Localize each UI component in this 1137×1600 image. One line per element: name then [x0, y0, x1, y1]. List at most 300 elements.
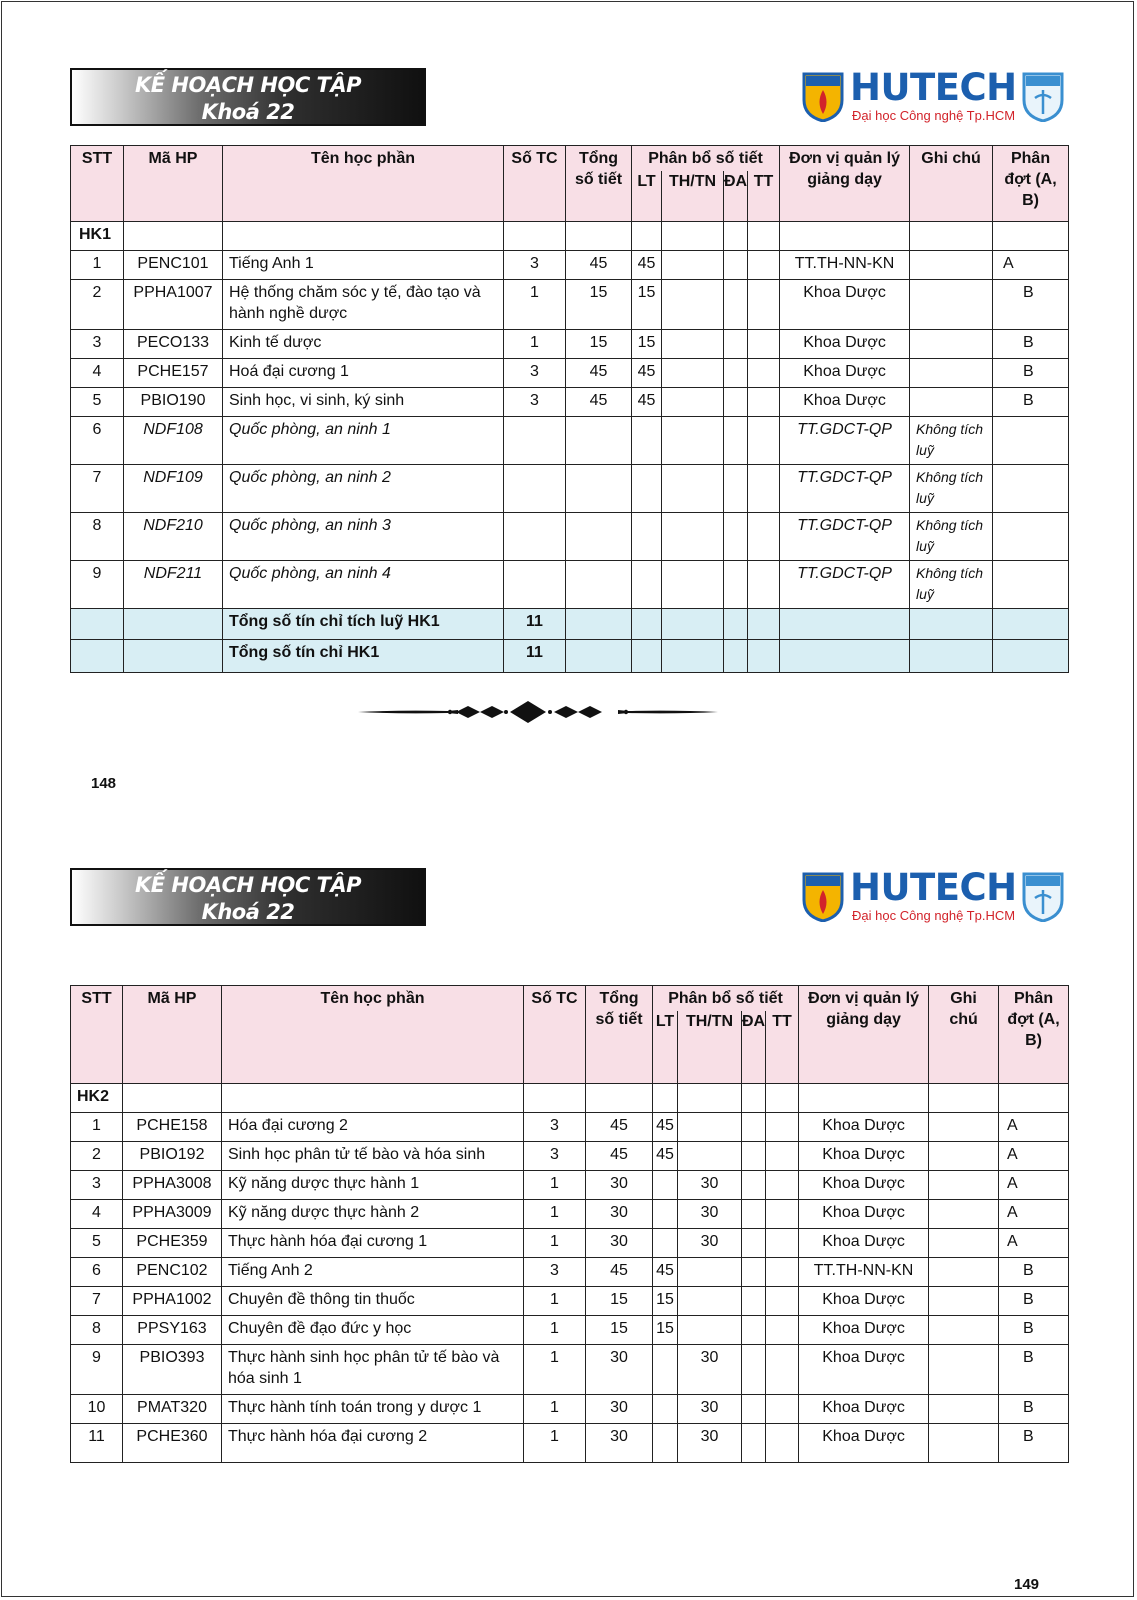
- cell-donvi: TT.GDCT-QP: [780, 512, 910, 560]
- cell-lt: [632, 560, 662, 608]
- cell-ma: PBIO192: [123, 1141, 222, 1170]
- table-row: [71, 1344, 1069, 1394]
- cell-tc: [504, 464, 566, 512]
- cell-ten: Hoá đại cương 1: [223, 358, 504, 387]
- total-empty-cell: [748, 639, 780, 672]
- cell-tong: 45: [566, 387, 632, 416]
- banner-subtitle: Khoá 22: [201, 900, 295, 924]
- cell-dot: B: [999, 1423, 1069, 1462]
- cell-donvi: Khoa Dược: [799, 1141, 929, 1170]
- cell-tong: 30: [586, 1228, 653, 1257]
- cell-dot: B: [993, 358, 1069, 387]
- cell-tc: [504, 512, 566, 560]
- cell-th: [678, 1315, 742, 1344]
- cell-ma: PBIO190: [124, 387, 223, 416]
- cell-ten: Tiếng Anh 2: [222, 1257, 524, 1286]
- cell-stt: 1: [71, 1112, 123, 1141]
- cell-stt: 5: [71, 1228, 123, 1257]
- cell-tt: [766, 1141, 799, 1170]
- cell-th: 30: [678, 1344, 742, 1394]
- total-row: [71, 639, 1069, 672]
- cell-ma: NDF108: [124, 416, 223, 464]
- cell-tong: 30: [586, 1423, 653, 1462]
- table-row: [71, 1112, 1069, 1141]
- header-ghi-chu: Ghi chú: [910, 146, 993, 222]
- cell-dot: A: [999, 1170, 1069, 1199]
- cell-ma: PPHA3009: [123, 1199, 222, 1228]
- header-ma-hp: Mã HP: [123, 986, 222, 1084]
- table-row: [71, 1170, 1069, 1199]
- cell-da: [742, 1228, 766, 1257]
- cell-ma: NDF210: [124, 512, 223, 560]
- cell-lt: [632, 416, 662, 464]
- cell-ma: PECO133: [124, 329, 223, 358]
- cell-tt: [766, 1199, 799, 1228]
- cell-tc: 3: [524, 1257, 586, 1286]
- cell-ma: NDF211: [124, 560, 223, 608]
- header-phan-dot: Phân đợt (A, B): [999, 986, 1069, 1084]
- university-shield-icon: [802, 872, 844, 922]
- cell-stt: 3: [71, 329, 124, 358]
- cell-da: [724, 512, 748, 560]
- cell-da: [742, 1286, 766, 1315]
- total-empty-cell: [662, 639, 724, 672]
- header-th-tn: TH/TN: [662, 171, 724, 221]
- total-empty-cell: [632, 608, 662, 639]
- cell-lt: [653, 1344, 678, 1394]
- cell-ma: PPHA1002: [123, 1286, 222, 1315]
- cell-dot: [993, 464, 1069, 512]
- total-empty-cell: [724, 639, 748, 672]
- cell-ten: Thực hành hóa đại cương 1: [222, 1228, 524, 1257]
- cell-th: 30: [678, 1394, 742, 1423]
- cell-ghichu: [910, 358, 993, 387]
- cell-donvi: Khoa Dược: [780, 279, 910, 329]
- table-row: [71, 1423, 1069, 1462]
- cell-tong: [566, 512, 632, 560]
- cell-da: [742, 1344, 766, 1394]
- cell-th: [678, 1141, 742, 1170]
- cell-dot: A: [999, 1112, 1069, 1141]
- total-empty-cell: [71, 608, 124, 639]
- cell-lt: 45: [653, 1257, 678, 1286]
- cell-da: [742, 1315, 766, 1344]
- cell-da: [724, 279, 748, 329]
- cell-stt: 7: [71, 1286, 123, 1315]
- cell-tc: 3: [504, 250, 566, 279]
- cell-ghichu: [910, 250, 993, 279]
- cell-stt: 2: [71, 1141, 123, 1170]
- hk2-course-table: [70, 985, 1069, 1463]
- cell-th: 30: [678, 1228, 742, 1257]
- cell-tt: [766, 1286, 799, 1315]
- table-row: [71, 1228, 1069, 1257]
- cell-th: 30: [678, 1199, 742, 1228]
- cell-ghichu: Không tích luỹ: [910, 512, 993, 560]
- cell-ma: PENC102: [123, 1257, 222, 1286]
- cell-stt: 5: [71, 387, 124, 416]
- cell-donvi: Khoa Dược: [799, 1170, 929, 1199]
- cell-da: [742, 1170, 766, 1199]
- cell-lt: [653, 1423, 678, 1462]
- cell-lt: 15: [632, 279, 662, 329]
- cell-tt: [748, 416, 780, 464]
- semester-label: HK2: [71, 1083, 123, 1112]
- cell-lt: [653, 1394, 678, 1423]
- total-empty-cell: [724, 608, 748, 639]
- cell-dot: B: [993, 279, 1069, 329]
- hutech-logo: [800, 866, 1066, 926]
- table-row: [71, 1199, 1069, 1228]
- total-empty-cell: [124, 639, 223, 672]
- cell-tc: 1: [524, 1423, 586, 1462]
- hutech-logo: [800, 66, 1066, 126]
- cell-ten: Thực hành tính toán trong y dược 1: [222, 1394, 524, 1423]
- cell-ma: PCHE157: [124, 358, 223, 387]
- cell-lt: [653, 1199, 678, 1228]
- cell-ma: PPSY163: [123, 1315, 222, 1344]
- cell-ten: Quốc phòng, an ninh 1: [223, 416, 504, 464]
- total-empty-cell: [71, 639, 124, 672]
- cell-donvi: Khoa Dược: [799, 1228, 929, 1257]
- cell-ma: PCHE359: [123, 1228, 222, 1257]
- university-shield-icon: [802, 72, 844, 122]
- cell-tt: [766, 1112, 799, 1141]
- cell-donvi: Khoa Dược: [799, 1315, 929, 1344]
- cell-th: [662, 250, 724, 279]
- total-empty-cell: [780, 608, 910, 639]
- cell-ma: PCHE360: [123, 1423, 222, 1462]
- cell-tc: 1: [524, 1199, 586, 1228]
- cell-da: [724, 387, 748, 416]
- cell-donvi: TT.TH-NN-KN: [780, 250, 910, 279]
- header-tong-so-tiet: Tổng số tiết: [586, 986, 653, 1084]
- cell-ten: Sinh học phân tử tế bào và hóa sinh: [222, 1141, 524, 1170]
- cell-da: [724, 358, 748, 387]
- total-empty-cell: [662, 608, 724, 639]
- cell-dot: B: [999, 1257, 1069, 1286]
- cell-tt: [748, 279, 780, 329]
- cell-ma: PENC101: [124, 250, 223, 279]
- cell-lt: 15: [653, 1286, 678, 1315]
- header-ten-hoc-phan: Tên học phần: [222, 986, 524, 1084]
- cell-stt: 6: [71, 1257, 123, 1286]
- cell-ten: Tiếng Anh 1: [223, 250, 504, 279]
- cell-lt: 45: [632, 387, 662, 416]
- cell-dot: B: [999, 1394, 1069, 1423]
- hk1-course-table: [70, 145, 1069, 673]
- cell-th: 30: [678, 1170, 742, 1199]
- cell-ghichu: [929, 1257, 999, 1286]
- cell-tong: 15: [566, 329, 632, 358]
- hk2-body: [71, 1083, 1069, 1462]
- divider-ornament-icon: [358, 700, 718, 724]
- banner-subtitle: Khoá 22: [201, 100, 295, 124]
- table-row: [71, 1286, 1069, 1315]
- header-stt: STT: [71, 986, 123, 1084]
- cell-tc: 1: [524, 1394, 586, 1423]
- cell-dot: A: [999, 1228, 1069, 1257]
- cell-donvi: Khoa Dược: [799, 1199, 929, 1228]
- header-th-tn: TH/TN: [678, 1011, 742, 1083]
- cell-tong: 15: [586, 1315, 653, 1344]
- cell-tc: 3: [504, 358, 566, 387]
- cell-da: [724, 560, 748, 608]
- cell-tong: [566, 464, 632, 512]
- cell-tt: [748, 560, 780, 608]
- cell-tt: [766, 1394, 799, 1423]
- cell-stt: 6: [71, 416, 124, 464]
- table-row: [71, 1257, 1069, 1286]
- cell-donvi: Khoa Dược: [780, 329, 910, 358]
- cell-da: [724, 464, 748, 512]
- cell-ghichu: [929, 1423, 999, 1462]
- cell-tc: 1: [524, 1228, 586, 1257]
- total-empty-cell: [910, 639, 993, 672]
- cell-dot: A: [999, 1199, 1069, 1228]
- cell-tc: 1: [504, 329, 566, 358]
- logo-wordmark: HUTECH: [850, 866, 1017, 909]
- header-ten-hoc-phan: Tên học phần: [223, 146, 504, 222]
- cell-ten: Kinh tế dược: [223, 329, 504, 358]
- department-shield-icon: [1022, 872, 1064, 922]
- header-phan-bo: Phân bổ số tiết: [632, 146, 780, 172]
- total-empty-cell: [632, 639, 662, 672]
- header-lt: LT: [632, 171, 662, 221]
- cell-ghichu: [929, 1286, 999, 1315]
- cell-ghichu: [910, 329, 993, 358]
- header-tong-so-tiet: Tổng số tiết: [566, 146, 632, 222]
- cell-da: [742, 1257, 766, 1286]
- cell-ten: Chuyên đề thông tin thuốc: [222, 1286, 524, 1315]
- cell-ghichu: [910, 387, 993, 416]
- cell-tong: 45: [586, 1112, 653, 1141]
- cell-tt: [766, 1170, 799, 1199]
- cell-dot: B: [999, 1315, 1069, 1344]
- cell-dot: [993, 560, 1069, 608]
- table-row: [71, 279, 1069, 329]
- cell-tc: 3: [524, 1112, 586, 1141]
- cell-tt: [766, 1228, 799, 1257]
- cell-dot: [993, 416, 1069, 464]
- cell-ghichu: Không tích luỹ: [910, 560, 993, 608]
- cell-tong: 45: [566, 358, 632, 387]
- cell-stt: 11: [71, 1423, 123, 1462]
- cell-da: [742, 1141, 766, 1170]
- cell-stt: 2: [71, 279, 124, 329]
- cell-th: [662, 512, 724, 560]
- table-row: [71, 329, 1069, 358]
- total-row: [71, 608, 1069, 639]
- header-tt: TT: [748, 171, 780, 221]
- cell-tong: 30: [586, 1344, 653, 1394]
- cell-tc: 1: [524, 1286, 586, 1315]
- cell-tc: 1: [524, 1344, 586, 1394]
- header-so-tc: Số TC: [524, 986, 586, 1084]
- table-row: [71, 416, 1069, 464]
- hk1-body: [71, 221, 1069, 672]
- cell-da: [742, 1423, 766, 1462]
- cell-stt: 4: [71, 358, 124, 387]
- logo-subtitle: Đại học Công nghệ Tp.HCM: [852, 108, 1016, 123]
- semester-row: [71, 221, 1069, 250]
- cell-tong: 45: [586, 1257, 653, 1286]
- header-don-vi: Đơn vị quản lý giảng dạy: [799, 986, 929, 1084]
- cell-ma: NDF109: [124, 464, 223, 512]
- cell-donvi: TT.GDCT-QP: [780, 416, 910, 464]
- cell-donvi: Khoa Dược: [799, 1112, 929, 1141]
- plan-banner: [70, 868, 426, 926]
- semester-row: [71, 1083, 1069, 1112]
- header-stt: STT: [71, 146, 124, 222]
- cell-tt: [766, 1423, 799, 1462]
- page-149: [0, 800, 1137, 1600]
- cell-stt: 9: [71, 560, 124, 608]
- total-empty-cell: [780, 639, 910, 672]
- cell-tc: 1: [524, 1315, 586, 1344]
- cell-tt: [766, 1315, 799, 1344]
- cell-ghichu: [929, 1170, 999, 1199]
- header-tt: TT: [766, 1011, 799, 1083]
- total-empty-cell: [910, 608, 993, 639]
- cell-tc: [504, 416, 566, 464]
- cell-ten: Kỹ năng dược thực hành 2: [222, 1199, 524, 1228]
- cell-lt: 45: [632, 250, 662, 279]
- total-empty-cell: [566, 608, 632, 639]
- total-empty-cell: [566, 639, 632, 672]
- header-don-vi: Đơn vị quản lý giảng dạy: [780, 146, 910, 222]
- cell-dot: B: [993, 387, 1069, 416]
- cell-donvi: Khoa Dược: [799, 1423, 929, 1462]
- cell-tc: 3: [504, 387, 566, 416]
- cell-stt: 10: [71, 1394, 123, 1423]
- cell-lt: 45: [632, 358, 662, 387]
- cell-tong: 30: [586, 1394, 653, 1423]
- cell-stt: 8: [71, 512, 124, 560]
- cell-stt: 1: [71, 250, 124, 279]
- cell-tong: 15: [586, 1286, 653, 1315]
- header-ghi-chu: Ghi chú: [929, 986, 999, 1084]
- cell-tong: 45: [586, 1141, 653, 1170]
- cell-lt: 45: [653, 1112, 678, 1141]
- cell-ghichu: [910, 279, 993, 329]
- cell-tc: 1: [524, 1170, 586, 1199]
- cell-lt: [632, 512, 662, 560]
- cell-dot: A: [993, 250, 1069, 279]
- cell-ghichu: [929, 1344, 999, 1394]
- cell-stt: 4: [71, 1199, 123, 1228]
- cell-tt: [766, 1257, 799, 1286]
- page-number: 149: [1014, 1576, 1040, 1593]
- cell-th: [662, 329, 724, 358]
- cell-dot: B: [999, 1286, 1069, 1315]
- cell-tc: 3: [524, 1141, 586, 1170]
- cell-dot: B: [993, 329, 1069, 358]
- header-da: ĐA: [742, 1011, 766, 1083]
- table-row: [71, 1141, 1069, 1170]
- cell-ten: Quốc phòng, an ninh 2: [223, 464, 504, 512]
- cell-stt: 9: [71, 1344, 123, 1394]
- cell-stt: 7: [71, 464, 124, 512]
- cell-lt: [632, 464, 662, 512]
- cell-th: [678, 1286, 742, 1315]
- cell-donvi: TT.GDCT-QP: [780, 464, 910, 512]
- total-empty-cell: [993, 639, 1069, 672]
- table-row: [71, 560, 1069, 608]
- cell-ten: Quốc phòng, an ninh 4: [223, 560, 504, 608]
- cell-da: [742, 1394, 766, 1423]
- cell-ghichu: [929, 1228, 999, 1257]
- cell-lt: [653, 1170, 678, 1199]
- cell-tt: [748, 464, 780, 512]
- table-row: [71, 358, 1069, 387]
- cell-th: [662, 387, 724, 416]
- cell-tc: [504, 560, 566, 608]
- total-empty-cell: [993, 608, 1069, 639]
- cell-th: [662, 279, 724, 329]
- cell-dot: [993, 512, 1069, 560]
- cell-ten: Kỹ năng dược thực hành 1: [222, 1170, 524, 1199]
- cell-tt: [748, 250, 780, 279]
- total-label: Tổng số tín chỉ HK1: [223, 639, 504, 672]
- cell-th: [678, 1112, 742, 1141]
- cell-tt: [748, 512, 780, 560]
- cell-donvi: Khoa Dược: [799, 1344, 929, 1394]
- cell-tong: 15: [566, 279, 632, 329]
- logo-wordmark: HUTECH: [850, 66, 1017, 109]
- cell-ten: Hệ thống chăm sóc y tế, đào tạo và hành nghề dược: [223, 279, 504, 329]
- banner-title: KẾ HOẠCH HỌC TẬP: [134, 73, 362, 97]
- department-shield-icon: [1022, 72, 1064, 122]
- cell-lt: [653, 1228, 678, 1257]
- cell-tong: [566, 560, 632, 608]
- cell-donvi: TT.GDCT-QP: [780, 560, 910, 608]
- cell-da: [724, 416, 748, 464]
- cell-stt: 8: [71, 1315, 123, 1344]
- cell-lt: 15: [653, 1315, 678, 1344]
- total-empty-cell: [748, 608, 780, 639]
- cell-da: [724, 250, 748, 279]
- table-row: [71, 512, 1069, 560]
- cell-ten: Hóa đại cương 2: [222, 1112, 524, 1141]
- cell-tt: [748, 358, 780, 387]
- semester-label: HK1: [71, 221, 124, 250]
- cell-ghichu: [929, 1141, 999, 1170]
- table-row: [71, 464, 1069, 512]
- total-value: 11: [504, 608, 566, 639]
- cell-lt: 15: [632, 329, 662, 358]
- table-row: [71, 1394, 1069, 1423]
- cell-ten: Thực hành hóa đại cương 2: [222, 1423, 524, 1462]
- cell-donvi: Khoa Dược: [799, 1394, 929, 1423]
- cell-tt: [766, 1344, 799, 1394]
- total-empty-cell: [124, 608, 223, 639]
- cell-ten: Sinh học, vi sinh, ký sinh: [223, 387, 504, 416]
- cell-tong: 30: [586, 1170, 653, 1199]
- cell-lt: 45: [653, 1141, 678, 1170]
- cell-ghichu: Không tích luỹ: [910, 416, 993, 464]
- cell-th: [662, 416, 724, 464]
- cell-tong: [566, 416, 632, 464]
- cell-ten: Quốc phòng, an ninh 3: [223, 512, 504, 560]
- page-number: 148: [91, 775, 117, 792]
- table-row: [71, 250, 1069, 279]
- cell-dot: A: [999, 1141, 1069, 1170]
- cell-ma: PPHA3008: [123, 1170, 222, 1199]
- header-da: ĐA: [724, 171, 748, 221]
- logo-subtitle: Đại học Công nghệ Tp.HCM: [852, 908, 1016, 923]
- cell-ten: Chuyên đề đạo đức y học: [222, 1315, 524, 1344]
